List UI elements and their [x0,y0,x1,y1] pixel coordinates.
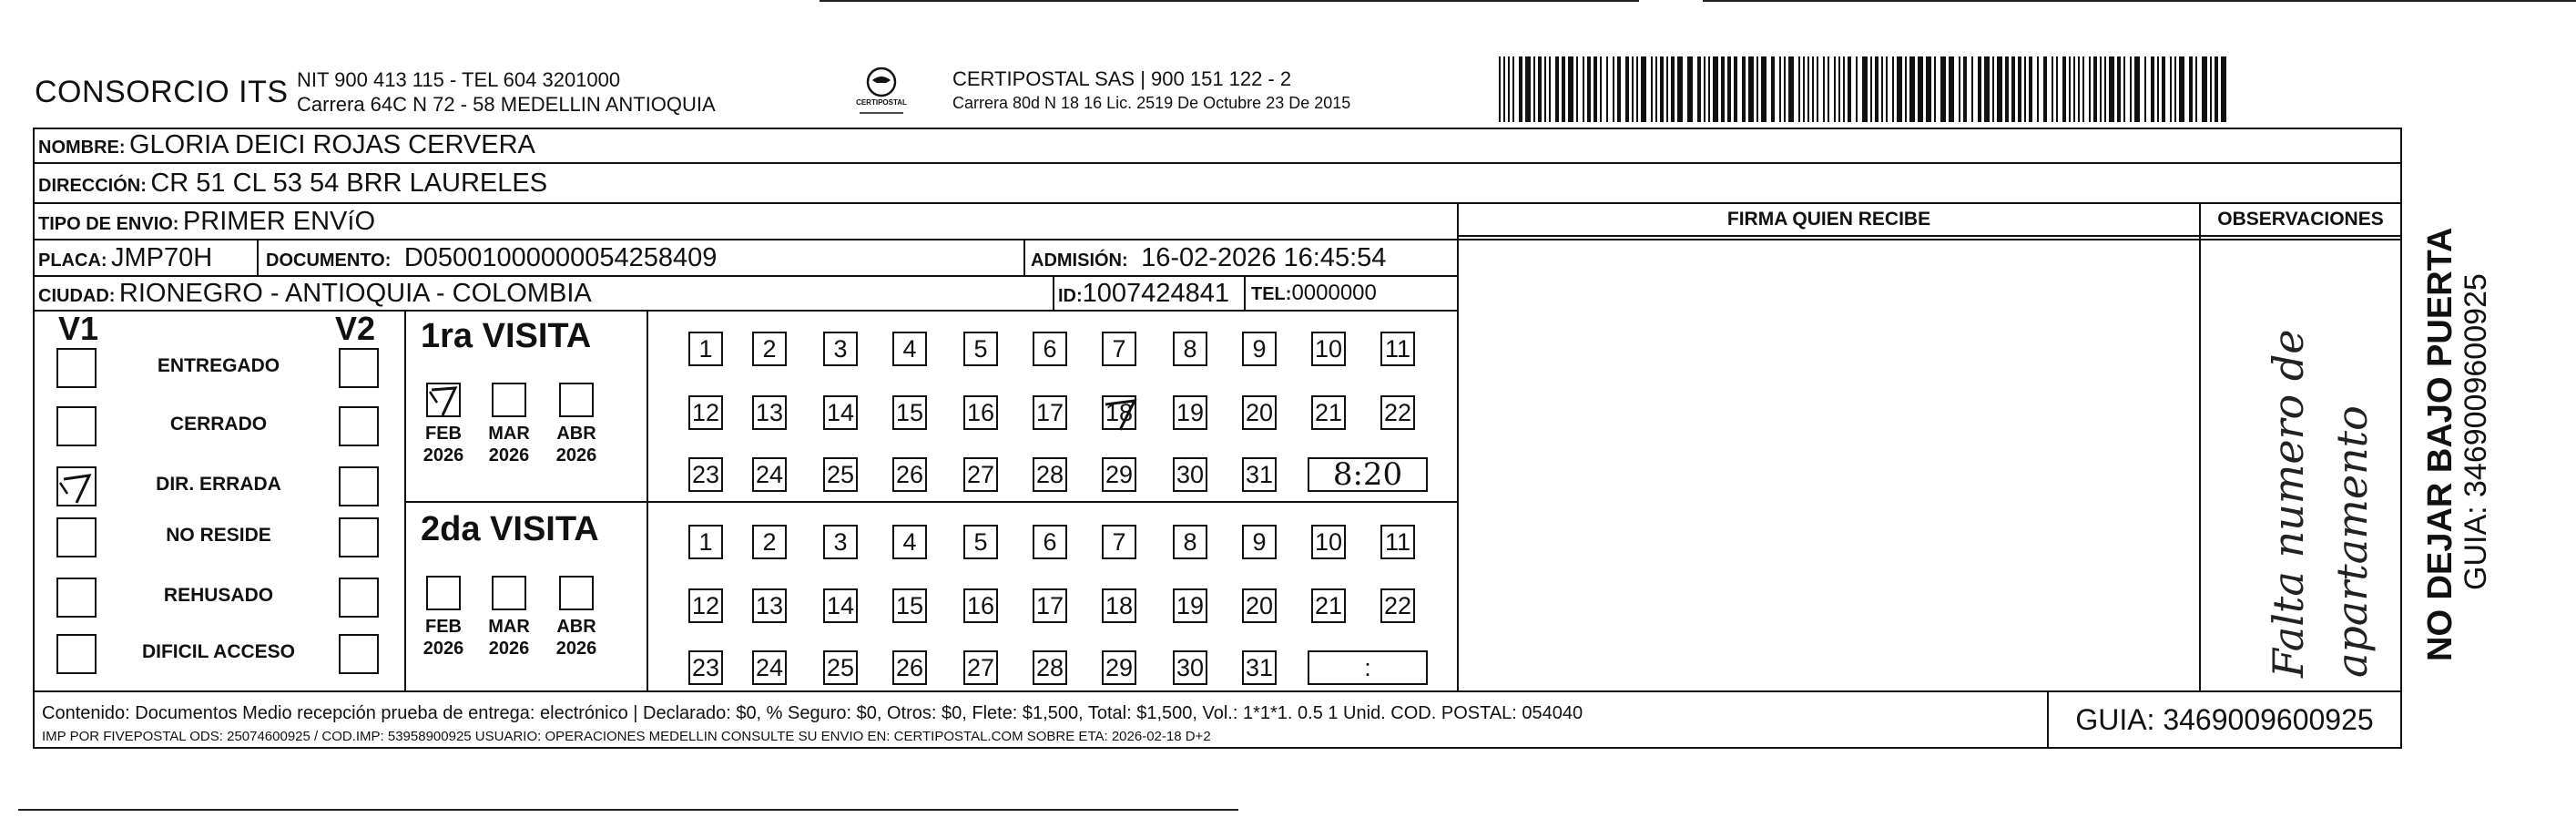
day-box-marked[interactable]: 18 [1102,395,1136,430]
barcode-bar [1583,56,1584,122]
day-box[interactable]: 6 [1033,525,1067,559]
day-box[interactable]: 30 [1173,650,1207,685]
month-year: 2026 [423,639,464,659]
barcode-bar [1549,56,1551,122]
day-box[interactable]: 14 [823,395,858,430]
direccion-label: DIRECCIÓN: [38,176,147,196]
barcode-bar [1636,56,1638,122]
barcode-bar [1593,56,1597,122]
barcode-bar [2170,56,2172,122]
barcode-bar [1632,56,1634,122]
tipo-envio-row [38,204,375,239]
month-name: MAR [488,617,530,637]
nombre-value: GLORIA DEICI ROJAS CERVERA [129,130,535,159]
barcode-bar [1519,56,1522,122]
barcode-bar [1704,56,1705,122]
status-label: ENTREGADO [157,355,280,376]
barcode-bar [2134,56,2140,122]
barcode-bar [1971,56,1973,122]
ciudad-field [38,277,592,310]
direccion-value: CR 51 CL 53 54 BRR LAURELES [150,169,548,198]
barcode-bar [1834,56,1836,122]
visit-title: 2da VISITA [421,510,599,548]
status-label: REHUSADO [163,585,274,606]
certipostal-nit: CERTIPOSTAL SAS | 900 151 122 - 2 [952,67,1292,90]
barcode-bar [2221,56,2226,122]
barcode-bar [1655,56,1657,122]
tel-value: 0000000 [1291,281,1377,305]
month-name: FEB [425,424,462,444]
month-checkbox[interactable] [492,576,526,610]
barcode-bar [1817,56,1818,122]
barcode-bar [2117,56,2121,122]
handwritten-note-line1: Falta numero de [2264,329,2313,678]
barcode-bar [1918,56,1923,122]
barcode-bar [1949,56,1954,122]
day-box[interactable]: 7 [1102,525,1136,559]
barcode-bar [1838,56,1840,122]
status-label: DIFICIL ACCESO [141,641,295,662]
v1-label: V1 [58,310,99,347]
barcode-bar [1779,56,1781,122]
day-box[interactable]: 29 [1102,650,1136,685]
day-box[interactable]: 9 [1242,332,1277,366]
day-box[interactable]: 7 [1102,332,1136,366]
day-box[interactable]: 24 [752,457,787,492]
barcode-bar [2082,56,2084,122]
company-address: Carrera 64C N 72 - 58 MEDELLIN ANTIOQUIA [297,93,716,116]
day-box[interactable]: 13 [752,395,787,430]
admision-label: ADMISIÓN: [1031,251,1128,271]
v2-checkbox[interactable] [339,348,379,388]
day-box[interactable]: 9 [1242,525,1277,559]
v1-checkbox[interactable] [56,348,97,388]
barcode-bar [2024,56,2026,122]
barcode-bar [2179,56,2184,122]
day-box[interactable]: 3 [823,332,858,366]
day-box[interactable]: 19 [1173,588,1207,623]
barcode-bar [2144,56,2146,122]
day-box[interactable]: 18 [1102,588,1136,623]
barcode-bar [2005,56,2009,122]
barcode-bar [2073,56,2075,122]
barcode-bar [1687,56,1693,122]
month-label [482,616,536,660]
day-box[interactable]: 1 [688,332,723,366]
documento-field [266,240,717,275]
month-checkbox[interactable] [559,383,594,417]
status-label: CERRADO [169,414,268,435]
day-box[interactable]: 31 [1242,457,1277,492]
side-warning: NO DEJAR BAJO PUERTA [2421,227,2459,661]
placa-label: PLACA: [38,251,107,271]
nombre-row [38,128,535,162]
barcode-bar [2029,56,2032,122]
barcode-bar [1963,56,1967,122]
barcode-bar [2037,56,2039,122]
certipostal-logo-text: CERTIPOSTAL [856,98,907,107]
barcode-bar [2109,56,2114,122]
v2-checkbox[interactable] [339,578,379,618]
barcode-bar [2089,56,2091,122]
day-box[interactable]: 29 [1102,457,1136,492]
month-label [549,423,604,466]
month-year: 2026 [555,445,597,465]
month-year: 2026 [423,445,464,465]
visit-title: 1ra VISITA [421,317,592,355]
month-checkbox[interactable] [559,576,594,610]
month-label [482,423,536,466]
barcode-bar [1499,56,1501,122]
barcode-bar [2062,56,2066,122]
barcode-bar [1660,56,1664,122]
day-box[interactable]: 25 [823,650,858,685]
time-box[interactable]: : [1308,650,1428,685]
day-box[interactable]: 14 [823,588,858,623]
day-box[interactable]: 20 [1242,588,1277,623]
barcode-bar [1606,56,1608,122]
day-box[interactable]: 28 [1033,457,1067,492]
certipostal-info [952,67,1350,115]
month-checkbox[interactable] [492,383,526,417]
barcode-bar [1503,56,1505,122]
month-name: ABR [556,424,596,444]
day-box[interactable]: 22 [1380,588,1415,623]
v2-checkbox[interactable] [339,517,379,557]
tel-label: TEL: [1251,284,1292,304]
tipo-envio-value: PRIMER ENVíO [182,207,376,236]
barcode-bar [1576,56,1578,122]
barcode-bar [1823,56,1825,122]
day-box[interactable]: 21 [1311,395,1346,430]
barcode-bar [1843,56,1845,122]
month-name: ABR [556,617,596,637]
id-value: 1007424841 [1082,279,1229,308]
day-box[interactable]: 2 [752,332,787,366]
day-box[interactable]: 2 [752,525,787,559]
barcode-bar [1940,56,1946,122]
v2-checkbox[interactable] [339,406,379,446]
month-checkbox-checked[interactable] [426,383,461,417]
day-box[interactable]: 16 [963,588,998,623]
day-box[interactable]: 15 [892,588,927,623]
barcode-bar [1587,56,1591,122]
certipostal-logo [858,64,905,118]
barcode-bar [2018,56,2021,122]
barcode-bar [2157,56,2159,122]
bottom-rule [18,809,1238,811]
barcode-bar [1862,56,1868,122]
day-box[interactable]: 31 [1242,650,1277,685]
day-box[interactable]: 15 [892,395,927,430]
side-text [2404,146,2531,674]
day-box[interactable]: 19 [1173,395,1207,430]
barcode-bar [1568,56,1573,122]
day-box[interactable]: 4 [892,332,927,366]
barcode-bar [1708,56,1710,122]
barcode-bar [1892,56,1894,122]
ciudad-label: CIUDAD: [38,286,116,306]
barcode-bar [2202,56,2207,122]
barcode-bar [1812,56,1814,122]
day-box[interactable]: 22 [1380,395,1415,430]
month-name: FEB [425,617,462,637]
barcode-bar [1905,56,1907,122]
footer-guia: GUIA: 3469009600925 [2075,703,2374,736]
barcode-bar [1756,56,1758,122]
v1-checkbox[interactable] [56,634,97,674]
month-checkbox[interactable] [426,576,461,610]
day-box[interactable]: 17 [1033,395,1067,430]
barcode-bar [2100,56,2102,122]
v2-checkbox[interactable] [339,634,379,674]
day-box[interactable]: 30 [1173,457,1207,492]
v1-checkbox[interactable] [56,517,97,557]
barcode-bar [2043,56,2047,122]
v1-checkbox[interactable] [56,406,97,446]
footer-imp: IMP POR FIVEPOSTAL ODS: 25074600925 / COD.IMP: 53958900925 USUARIO: OPERACIONES MEDELLIN CONSULTE SU ENVIO EN: CERTIPOSTAL.COM SOBRE ETA: 2026-02-18 D+2 [42,729,1211,744]
day-box[interactable]: 28 [1033,650,1067,685]
day-box[interactable]: 26 [892,650,927,685]
day-box[interactable]: 3 [823,525,858,559]
firma-header: FIRMA QUIEN RECIBE [1726,209,1931,230]
barcode-bar [1677,56,1683,122]
id-field [1058,277,1229,310]
barcode-bar [2056,56,2058,122]
barcode-bar [1721,56,1725,122]
barcode-bar [1533,56,1535,122]
barcode-bar [1771,56,1775,122]
v2-checkbox[interactable] [339,466,379,506]
barcode-bar [1544,56,1546,122]
barcode-bar [1897,56,1902,122]
month-year: 2026 [488,445,530,465]
barcode-bar [1625,56,1629,122]
day-box[interactable]: 24 [752,650,787,685]
day-box[interactable]: 5 [963,332,998,366]
barcode-bar [1886,56,1888,122]
day-box[interactable]: 26 [892,457,927,492]
placa-field [38,240,212,275]
day-box[interactable]: 10 [1311,332,1346,366]
barcode-bar [1788,56,1794,122]
company-nit: NIT 900 413 115 - TEL 604 3201000 [297,68,621,91]
id-label: ID: [1058,286,1083,306]
day-box[interactable]: 8 [1173,332,1207,366]
barcode-bar [1555,56,1559,122]
barcode-bar [1525,56,1531,122]
day-box[interactable]: 10 [1311,525,1346,559]
month-label [549,616,604,660]
tel-field [1251,277,1377,310]
barcode-bar [1666,56,1668,122]
nombre-label: NOMBRE: [38,138,126,158]
day-box[interactable]: 5 [963,525,998,559]
barcode-bar [1508,56,1510,122]
day-box[interactable]: 12 [688,395,723,430]
admision-value: 16-02-2026 16:45:54 [1141,243,1387,272]
barcode-bar [2123,56,2125,122]
barcode-bar [1641,56,1646,122]
day-box[interactable]: 6 [1033,332,1067,366]
barcode-bar [1651,56,1653,122]
barcode-bar [1997,56,2002,122]
day-box[interactable]: 12 [688,588,723,623]
certipostal-address: Carrera 80d N 18 16 Lic. 2519 De Octubre 23 De 2015 [952,94,1351,112]
day-box[interactable]: 1 [688,525,723,559]
barcode-bar [2052,56,2053,122]
handwritten-note-line2: apartamento [2327,405,2377,678]
barcode [1499,56,2227,122]
day-box[interactable]: 23 [688,457,723,492]
barcode-bar [2189,56,2193,122]
barcode-bar [1848,56,1851,122]
barcode-bar [1742,56,1746,122]
barcode-bar [2151,56,2154,122]
barcode-bar [1978,56,1981,122]
status-label: NO RESIDE [166,525,271,546]
barcode-bar [2130,56,2132,122]
day-box[interactable]: 13 [752,588,787,623]
month-year: 2026 [555,639,597,659]
status-label: DIR. ERRADA [156,474,281,495]
month-label [416,616,471,660]
barcode-bar [1881,56,1883,122]
direccion-row [38,164,547,202]
barcode-bar [1713,56,1718,122]
barcode-bar [1748,56,1754,122]
barcode-bar [1992,56,1994,122]
barcode-bar [1784,56,1786,122]
barcode-bar [2011,56,2015,122]
ciudad-value: RIONEGRO - ANTIOQUIA - COLOMBIA [118,279,592,308]
day-box[interactable]: 23 [688,650,723,685]
barcode-bar [1807,56,1809,122]
observaciones-area [2201,237,2400,690]
barcode-bar [1671,56,1675,122]
top-rule-right [1703,0,2576,2]
day-box[interactable]: 17 [1033,588,1067,623]
day-box[interactable]: 21 [1311,588,1346,623]
barcode-bar [1613,56,1614,122]
barcode-bar [2210,56,2212,122]
barcode-bar [2078,56,2080,122]
barcode-bar [1798,56,1800,122]
barcode-bar [2162,56,2165,122]
barcode-bar [1734,56,1737,122]
day-box[interactable]: 16 [963,395,998,430]
company-name: CONSORCIO ITS [35,75,289,109]
tipo-envio-label: TIPO DE ENVIO: [38,214,179,234]
barcode-bar [1875,56,1879,122]
company-info [297,67,716,117]
day-box[interactable]: 8 [1173,525,1207,559]
admision-field [1031,240,1386,275]
placa-value: JMP70H [111,243,213,272]
barcode-bar [2195,56,2197,122]
v2-label: V2 [335,310,376,347]
observaciones-header: OBSERVACIONES [2217,209,2384,230]
top-rule-left [820,0,1639,2]
barcode-bar [1803,56,1805,122]
barcode-bar [1909,56,1915,122]
barcode-bar [2069,56,2071,122]
barcode-bar [1697,56,1701,122]
month-year: 2026 [488,639,530,659]
month-label [416,423,471,466]
barcode-bar [1617,56,1621,122]
barcode-bar [1727,56,1731,122]
barcode-bar [2093,56,2097,122]
v1-checkbox-checked[interactable] [56,466,97,506]
time-box[interactable]: 8:20 [1308,457,1428,492]
side-guia: GUIA: 3469009600925 [2459,273,2493,590]
barcode-bar [1562,56,1565,122]
day-box[interactable]: 27 [963,650,998,685]
barcode-bar [2104,56,2106,122]
barcode-bar [1870,56,1872,122]
day-box[interactable]: 11 [1380,525,1415,559]
barcode-bar [1761,56,1767,122]
barcode-bar [1828,56,1829,122]
day-box[interactable]: 27 [963,457,998,492]
barcode-bar [2174,56,2176,122]
barcode-bar [1856,56,1858,122]
barcode-bar [1959,56,1960,122]
day-box[interactable]: 25 [823,457,858,492]
barcode-bar [1512,56,1514,122]
day-box[interactable]: 11 [1380,332,1415,366]
barcode-bar [2215,56,2218,122]
documento-label: DOCUMENTO: [266,251,392,271]
day-box[interactable]: 4 [892,525,927,559]
barcode-bar [1926,56,1931,122]
footer-contenido: Contenido: Documentos Medio recepción prueba de entrega: electrónico | Declarado: $0, % Seguro: $0, Otros: $0, Flete: $1,500, Total: $1,500, Vol.: 1*1*1. 0.5 1 Unid. COD. POSTAL: 054040 [42,703,1583,723]
barcode-bar [1600,56,1602,122]
month-name: MAR [488,424,530,444]
day-box[interactable]: 20 [1242,395,1277,430]
barcode-bar [1984,56,1990,122]
barcode-bar [1538,56,1542,122]
documento-value: D05001000000054258409 [403,243,718,272]
barcode-bar [1934,56,1936,122]
v1-checkbox[interactable] [56,578,97,618]
